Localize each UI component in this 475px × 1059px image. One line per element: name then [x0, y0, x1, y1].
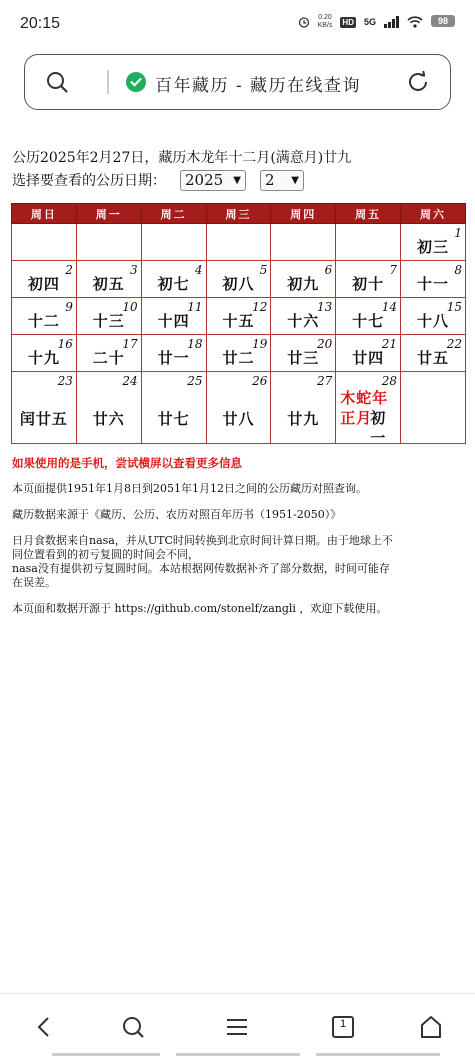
chevron-down-icon: ▼: [291, 174, 299, 186]
calendar-week-row: [12, 335, 466, 372]
weekday-header: 周六: [401, 204, 466, 224]
calendar-day-cell[interactable]: [401, 224, 466, 261]
lunar-date: 初九: [287, 275, 320, 293]
calendar-empty-cell: [271, 224, 336, 261]
lunar-date: 廿九: [287, 410, 320, 428]
battery-indicator: 98: [431, 15, 455, 27]
select-label: 选择要查看的公历日期：: [12, 173, 166, 189]
nasa-note-1: 日月食数据来自nasa，并从UTC时间转换到北京时间计算日期。由于地球上不: [12, 534, 393, 547]
calendar-day-cell[interactable]: [271, 372, 336, 444]
hd-badge: HD: [342, 17, 354, 27]
signal-icon: [384, 16, 399, 28]
status-time: 20:15: [20, 15, 61, 32]
calendar-day-cell[interactable]: [271, 261, 336, 298]
solar-date: 14: [381, 300, 398, 314]
page-url-title[interactable]: 百年藏历 - 藏历在线查询: [155, 76, 362, 96]
lunar-date: 二十: [92, 349, 125, 367]
calendar-day-cell[interactable]: [336, 372, 401, 447]
address-bar[interactable]: [24, 54, 451, 110]
solar-date: 8: [454, 263, 462, 277]
calendar-empty-cell: [336, 224, 401, 261]
calendar-day-cell[interactable]: [141, 372, 206, 444]
festival-label: 木蛇年正月: [340, 389, 389, 427]
search-icon[interactable]: [45, 70, 69, 94]
month-select[interactable]: 2 ▼: [260, 170, 304, 191]
lunar-date: 廿六: [92, 410, 125, 428]
calendar-day-cell[interactable]: [76, 298, 141, 335]
nasa-note-4: 在误差。: [12, 576, 56, 589]
calendar-day-cell[interactable]: [76, 261, 141, 298]
calendar-day-cell[interactable]: [206, 261, 271, 298]
calendar-empty-cell: [12, 224, 77, 261]
calendar-empty-cell: [141, 224, 206, 261]
calendar-empty-cell: [401, 372, 466, 444]
calendar-day-cell[interactable]: [336, 261, 401, 298]
lunar-date: 闰廿五: [19, 410, 68, 428]
solar-date: 5: [259, 263, 268, 277]
back-icon[interactable]: [32, 1014, 58, 1040]
lunar-date: 十六: [287, 312, 320, 330]
calendar-day-cell[interactable]: [336, 335, 401, 372]
calendar-day-cell[interactable]: [141, 298, 206, 335]
solar-date: 2: [65, 263, 73, 277]
solar-date: 10: [122, 300, 138, 314]
calendar-day-cell[interactable]: [12, 372, 77, 444]
nav-indicator: [52, 1053, 160, 1056]
calendar-day-cell[interactable]: [336, 298, 401, 335]
solar-date: 23: [57, 374, 73, 388]
network-type: 5G: [363, 17, 376, 27]
lunar-date: 廿四: [352, 349, 385, 367]
solar-date: 26: [252, 374, 268, 388]
lunar-date: 十三: [92, 312, 125, 330]
lunar-date: 初八: [222, 275, 255, 293]
lunar-date: 初十: [352, 275, 385, 293]
lunar-date: 廿三: [287, 349, 320, 367]
weekday-header: 周四: [271, 204, 336, 224]
date-select-row: [12, 168, 464, 192]
lunar-date: 十八: [417, 312, 450, 330]
page-header: [12, 148, 464, 192]
open-source-note[interactable]: 本页面和数据开源于 https://github.com/stonelf/zangli ，欢迎下载使用。: [12, 602, 388, 615]
lunar-date: 廿一: [157, 349, 190, 367]
status-icons: [298, 14, 448, 30]
lunar-date: 初五: [92, 275, 125, 293]
calendar-week-row: [12, 298, 466, 335]
calendar-day-cell[interactable]: [12, 261, 77, 298]
calendar-day-cell[interactable]: [12, 298, 77, 335]
lunar-date: 十九: [27, 349, 60, 367]
solar-date: 24: [122, 374, 138, 388]
net-speed: 0.20 KB/s: [317, 14, 333, 29]
calendar-day-cell[interactable]: [206, 298, 271, 335]
lunar-date: 初七: [157, 275, 190, 293]
solar-date: 20: [316, 337, 333, 351]
home-icon[interactable]: [418, 1014, 444, 1040]
shield-check-icon: [125, 71, 147, 93]
reload-icon[interactable]: [406, 70, 430, 94]
wifi-icon: [407, 16, 423, 28]
address-divider: [107, 70, 109, 94]
chevron-down-icon: ▼: [233, 174, 241, 186]
calendar-week-row: [12, 372, 466, 444]
calendar-day-cell[interactable]: [76, 335, 141, 372]
calendar-day-cell[interactable]: [12, 335, 77, 372]
year-select[interactable]: 2025 ▼: [180, 170, 246, 191]
calendar-header-row: [12, 204, 466, 224]
calendar-table: [11, 203, 466, 447]
calendar-day-cell[interactable]: [141, 261, 206, 298]
tab-count: 1: [339, 1018, 347, 1030]
menu-icon[interactable]: [224, 1014, 250, 1040]
solar-date: 13: [316, 300, 333, 314]
solar-date: 7: [389, 263, 398, 277]
calendar-empty-cell: [206, 224, 271, 261]
calendar-day-cell[interactable]: [141, 335, 206, 372]
search-nav-icon[interactable]: [120, 1014, 146, 1040]
lunar-date: 廿二: [222, 349, 255, 367]
calendar-day-cell[interactable]: [401, 261, 466, 298]
solar-date: 27: [316, 374, 333, 388]
calendar-day-cell[interactable]: [206, 335, 271, 372]
notes-section: [12, 456, 464, 628]
calendar-day-cell[interactable]: [401, 335, 466, 372]
lunar-date: 十四: [157, 312, 190, 330]
solar-date: 4: [194, 263, 203, 277]
lunar-date: 十一: [417, 275, 450, 293]
nav-indicator: [176, 1053, 300, 1056]
calendar-day-cell[interactable]: [271, 335, 336, 372]
lunar-date: 十七: [352, 312, 385, 330]
nav-indicator: [316, 1053, 440, 1056]
lunar-date: 十二: [27, 312, 60, 330]
solar-date: 1: [454, 226, 462, 240]
calendar-day-cell[interactable]: [271, 298, 336, 335]
solar-date: 19: [252, 337, 268, 351]
bottom-navigation: [0, 993, 475, 1059]
solar-date: 3: [130, 263, 138, 277]
solar-date: 6: [324, 263, 333, 277]
lunar-date: 廿八: [222, 410, 255, 428]
calendar-day-cell[interactable]: [401, 298, 466, 335]
weekday-header: 周五: [336, 204, 401, 224]
solar-date: 15: [446, 300, 462, 314]
solar-date: 21: [381, 337, 398, 351]
lunar-date: 廿五: [417, 349, 450, 367]
nasa-note-3: nasa没有提供初亏复圆时间。本站根据网传数据补齐了部分数据，时间可能存: [12, 562, 390, 575]
alarm-icon: [298, 16, 310, 28]
lunar-date: 十五: [222, 312, 255, 330]
solar-date: 16: [57, 337, 73, 351]
calendar-day-cell[interactable]: [206, 372, 271, 444]
solar-date: 17: [122, 337, 138, 351]
lunar-date: 廿七: [157, 410, 190, 428]
calendar-week-row: [12, 224, 466, 261]
lunar-date: 初三: [417, 238, 450, 256]
nasa-note-2: 同位置看到的初亏复圆的时间会不同，: [12, 548, 199, 561]
solar-date: 25: [187, 374, 203, 388]
mobile-tip: 如果使用的是手机，尝试横屏以查看更多信息: [12, 456, 242, 470]
weekday-header: 周一: [76, 204, 141, 224]
calendar-empty-cell: [76, 224, 141, 261]
source-note: 藏历数据来源于《藏历、公历、农历对照百年历书（1951-2050）》: [12, 508, 342, 521]
date-line: 公历2025年2月27日，藏历木龙年十二月(满意月)廿九: [12, 150, 352, 166]
weekday-header: 周二: [141, 204, 206, 224]
status-bar: [0, 0, 475, 48]
solar-date: 22: [446, 337, 462, 351]
range-note: 本页面提供1951年1月8日到2051年1月12日之间的公历藏历对照查询。: [12, 482, 367, 495]
tabs-icon[interactable]: [330, 1014, 356, 1040]
solar-date: 28: [381, 374, 398, 388]
solar-date: 18: [187, 337, 203, 351]
weekday-header: 周三: [206, 204, 271, 224]
solar-date: 11: [187, 300, 203, 314]
weekday-header: 周日: [12, 204, 77, 224]
solar-date: 9: [65, 300, 73, 314]
solar-date: 12: [252, 300, 268, 314]
lunar-date: 初一: [370, 409, 386, 447]
calendar-day-cell[interactable]: [76, 372, 141, 444]
calendar-week-row: [12, 261, 466, 298]
lunar-date: 初四: [27, 275, 60, 293]
